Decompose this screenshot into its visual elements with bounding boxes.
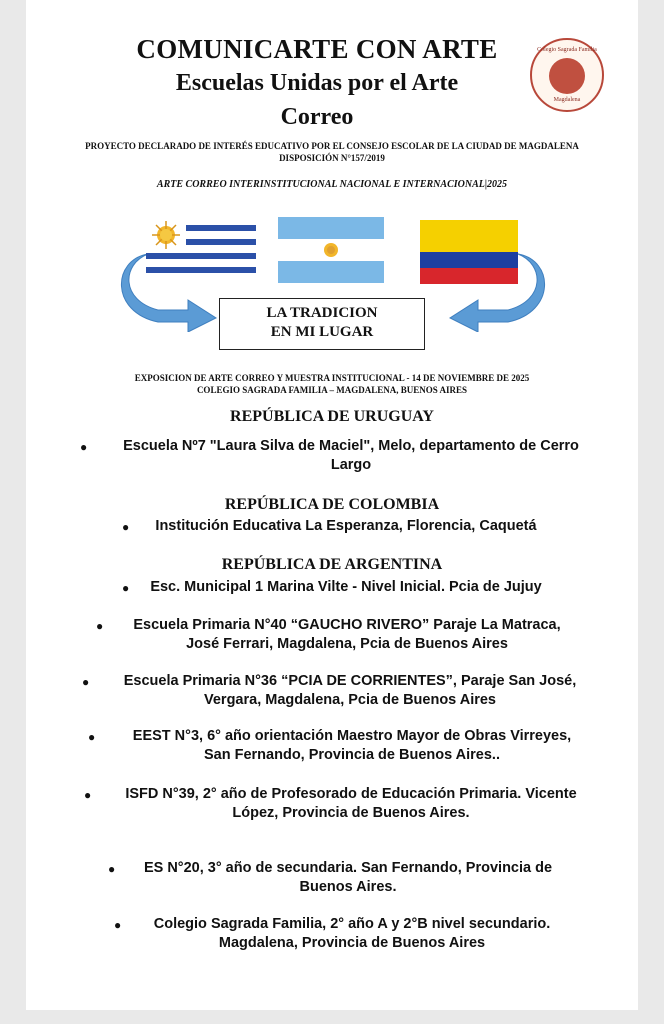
theme-line-2: EN MI LUGAR [270,324,374,340]
exposition-line: EXPOSICION DE ARTE CORREO Y MUESTRA INSTITUCIONAL - 14 DE NOVIEMBRE DE 2025 [134,373,530,383]
theme-line-1: LA TRADICION [266,305,378,321]
heading-uruguay: REPÚBLICA DE URUGUAY [230,408,434,425]
list-item: Colegio Sagrada Familia, 2° año A y 2°B nivel secundario. Magdalena, Provincia de Buenos Aires [153,916,551,951]
bullet-icon: ● [84,788,92,802]
bullet-icon: ● [108,862,116,876]
subtitle-correo: Correo [280,104,354,130]
bullet-icon: ● [114,918,122,932]
list-item: ES N°20, 3° año de secundaria. San Fernando, Provincia de Buenos Aires. [143,860,553,895]
theme-box [219,298,425,350]
bullet-icon: ● [88,730,96,744]
exposition-venue: COLEGIO SAGRADA FAMILIA – MAGDALENA, BUENOS AIRES [196,385,468,395]
colombia-flag-icon [420,220,518,284]
list-item: Escuela Primaria N°36 “PCIA DE CORRIENTES”, Paraje San José, Vergara, Magdalena, Pcia de Buenos Aires [123,673,577,708]
bullet-icon: ● [80,440,88,454]
logo-emblem-icon [549,58,585,94]
school-logo [530,38,604,112]
document-page [26,0,638,1010]
arte-correo-line: ARTE CORREO INTERINSTITUCIONAL NACIONAL E INTERNACIONAL|2025 [156,179,508,190]
bullet-icon: ● [122,581,130,595]
bullet-icon: ● [122,520,130,534]
list-item: Escuela Nº7 "Laura Silva de Maciel", Melo, departamento de Cerro Largo [123,438,579,473]
bullet-icon: ● [82,675,90,689]
list-item: Escuela Primaria N°40 “GAUCHO RIVERO” Paraje La Matraca, José Ferrari, Magdalena, Pcia de Buenos Aires [133,617,561,652]
logo-bottom-text: Magdalena [553,97,581,103]
list-item: ISFD N°39, 2° año de Profesorado de Educación Primaria. Vicente López, Provincia de Buenos Aires. [125,786,577,821]
heading-colombia: REPÚBLICA DE COLOMBIA [224,496,440,513]
list-item: EEST N°3, 6° año orientación Maestro Mayor de Obras Virreyes, San Fernando, Provincia de Buenos Aires.. [132,728,572,763]
subtitle: Escuelas Unidas por el Arte [175,70,459,96]
declaration-line: PROYECTO DECLARADO DE INTERÉS EDUCATIVO POR EL CONSEJO ESCOLAR DE LA CIUDAD DE MAGDALENA [85,141,579,151]
main-title: COMUNICARTE CON ARTE [136,34,498,64]
list-item: Esc. Municipal 1 Marina Vilte - Nivel Inicial. Pcia de Jujuy [150,579,542,595]
bullet-icon: ● [96,619,104,633]
uruguay-flag-icon [146,219,256,281]
heading-argentina: REPÚBLICA DE ARGENTINA [221,556,443,573]
disposition-line: DISPOSICIÓN N°157/2019 [279,153,385,163]
list-item: Institución Educativa La Esperanza, Florencia, Caquetá [155,518,537,534]
logo-top-text: Colegio Sagrada Familia [537,47,597,53]
argentina-flag-icon [278,217,384,283]
